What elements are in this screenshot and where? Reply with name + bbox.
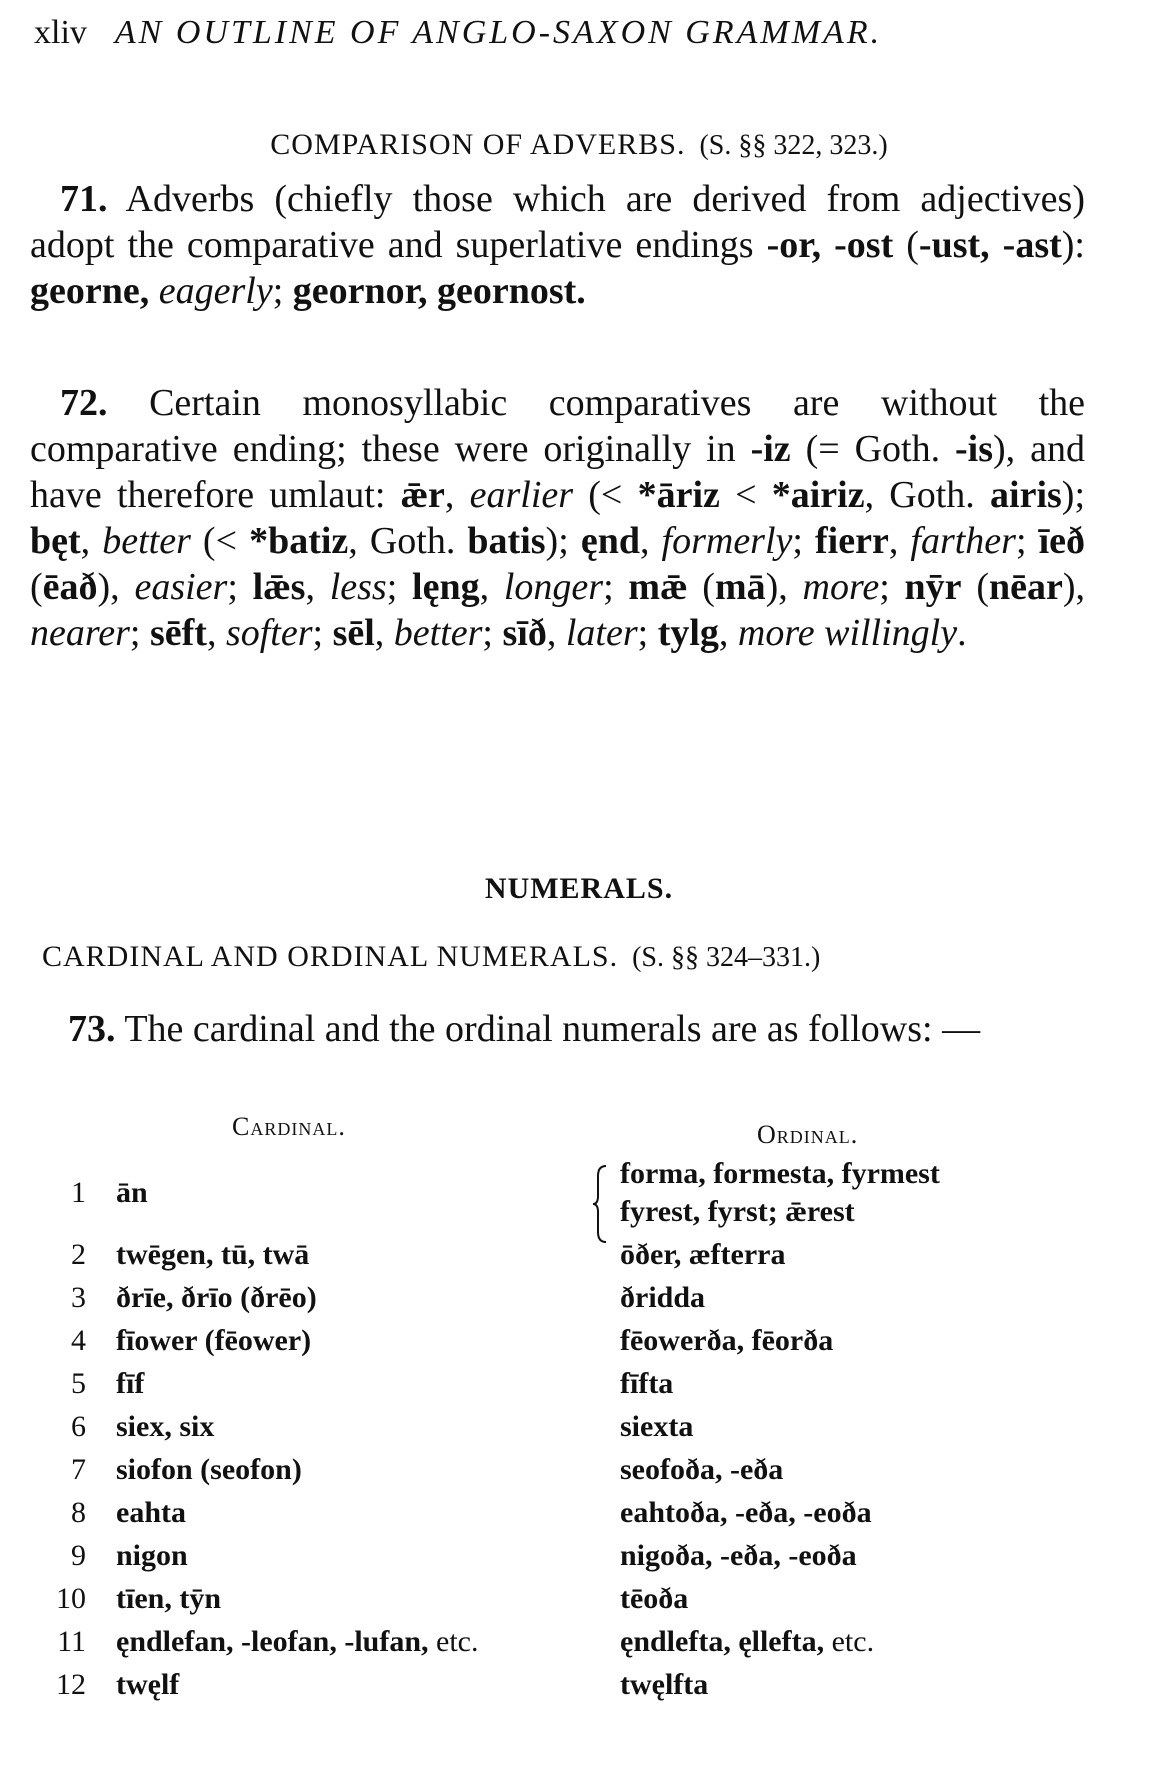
table-row <box>0 1195 1158 1237</box>
numeral: 6 <box>71 1410 86 1443</box>
text: , Goth. <box>864 474 991 516</box>
cardinal: twęlf <box>116 1668 180 1701</box>
subsection-title: CARDINAL AND ORDINAL NUMERALS. <box>42 940 619 973</box>
numeral: 9 <box>71 1539 86 1572</box>
text: ; <box>879 566 905 608</box>
form: ēað <box>42 566 98 608</box>
headword: lęng <box>412 566 480 608</box>
gloss: later <box>565 612 638 654</box>
cardinal: ān <box>116 1176 148 1209</box>
text: ; <box>792 520 816 562</box>
cardinal: ðrīe, ðrīo (ðrēo) <box>116 1281 317 1314</box>
gloss: better <box>102 520 191 562</box>
form: *airiz <box>771 474 865 516</box>
table-row <box>0 1625 1158 1667</box>
subsection-heading-cardinal-ordinal <box>42 940 820 974</box>
text: ; <box>129 612 150 654</box>
gloss: more <box>802 566 880 608</box>
table-row <box>0 1324 1158 1366</box>
headword: georne, <box>30 270 150 312</box>
headword: geornor, geornost. <box>292 270 586 312</box>
text: ), <box>765 566 803 608</box>
etc: etc. <box>428 1625 479 1658</box>
text: ); <box>545 520 581 562</box>
text: ; <box>386 566 413 608</box>
cardinal: twēgen, tū, twā <box>116 1238 310 1271</box>
cardinal: siofon (seofon) <box>116 1453 302 1486</box>
paragraph-71 <box>30 176 1085 314</box>
ordinal: forma, formesta, fyrmest <box>620 1157 940 1190</box>
ending: -ust, -ast <box>918 224 1062 266</box>
table-row <box>0 1157 1158 1199</box>
text: , Goth. <box>348 520 468 562</box>
cardinal: nigon <box>116 1539 188 1572</box>
paragraph-73 <box>30 1006 1085 1052</box>
text: . <box>957 612 967 654</box>
numeral: 7 <box>71 1453 86 1486</box>
text: ), and have therefore umlaut: <box>30 428 1085 516</box>
text: (< <box>573 474 638 516</box>
ordinal <box>620 1625 874 1659</box>
text: ( <box>893 224 919 266</box>
text: < <box>719 474 772 516</box>
column-header-cardinal: Cardinal. <box>232 1112 346 1141</box>
ordinal: seofoða, -eða <box>620 1453 784 1486</box>
table-row <box>0 1668 1158 1710</box>
text: , <box>888 520 911 562</box>
form: airis <box>990 474 1062 516</box>
section-reference: (S. §§ 322, 323.) <box>699 130 888 161</box>
numeral: 12 <box>56 1668 86 1701</box>
ordinal: siexta <box>620 1410 694 1443</box>
text: ): <box>1061 224 1085 266</box>
form: *āriz <box>637 474 720 516</box>
text: , <box>479 566 504 608</box>
section-heading-adverbs <box>0 128 1158 162</box>
paragraph-number: 71. <box>60 178 108 220</box>
paragraph-number: 73. <box>68 1008 116 1050</box>
text: (= Goth. <box>790 428 956 470</box>
gloss: better <box>393 612 483 654</box>
text: ( <box>30 566 43 608</box>
headword: bęt <box>30 520 81 562</box>
text: (< <box>190 520 250 562</box>
gloss: longer <box>503 566 604 608</box>
headword: īeð <box>1038 520 1086 562</box>
section-title: COMPARISON OF ADVERBS. <box>270 128 686 161</box>
subsection-reference: (S. §§ 324–331.) <box>632 942 821 973</box>
text: The cardinal and the ordinal numerals are as follows: — <box>115 1008 981 1050</box>
text: ; <box>227 566 253 608</box>
gloss: easier <box>134 566 228 608</box>
cardinal: siex, six <box>116 1410 215 1443</box>
form: mā <box>714 566 766 608</box>
headword: sīð <box>502 612 547 654</box>
headword: mǣ <box>628 566 688 608</box>
text: ; <box>603 566 629 608</box>
headword: sēft <box>149 612 207 654</box>
text: , <box>444 474 470 516</box>
ordinal: eahtoða, -eða, -eoða <box>620 1496 872 1529</box>
ordinal: tēoða <box>620 1582 689 1615</box>
cardinal: eahta <box>116 1496 186 1529</box>
headword: ǣr <box>400 474 445 516</box>
text: Adverbs (chiefly those which are derived from adjectives) adopt the comparative and superlative endings <box>30 178 1085 266</box>
gloss: nearer <box>30 612 130 654</box>
text: ; <box>312 612 333 654</box>
numeral: 5 <box>71 1367 86 1400</box>
paragraph-number: 72. <box>60 382 108 424</box>
text: ; <box>637 612 658 654</box>
gloss: farther <box>910 520 1016 562</box>
page-number: xliv <box>34 14 87 51</box>
column-header-ordinal: Ordinal. <box>757 1120 859 1149</box>
text: ), <box>97 566 135 608</box>
text: ); <box>1061 474 1086 516</box>
headword: sēl <box>332 612 375 654</box>
cardinal: fīower (fēower) <box>116 1324 312 1357</box>
numeral: 11 <box>57 1625 86 1658</box>
text: , <box>305 566 330 608</box>
text: ; <box>272 270 293 312</box>
table-row <box>0 1367 1158 1409</box>
paragraph-72 <box>30 380 1085 656</box>
running-head <box>34 14 882 52</box>
text: Certain monosyllabic comparatives are without the comparative ending; these were originally in <box>30 382 1085 470</box>
text: ( <box>961 566 989 608</box>
ending: -is <box>955 428 994 470</box>
text: ), <box>1062 566 1085 608</box>
cardinal <box>116 1625 478 1659</box>
ordinal: twęlfta <box>620 1668 709 1701</box>
numeral: 10 <box>56 1582 86 1615</box>
table-row <box>0 1453 1158 1495</box>
gloss: less <box>329 566 387 608</box>
text: , <box>639 520 662 562</box>
gloss: softer <box>225 612 313 654</box>
numeral: 1 <box>71 1176 86 1209</box>
book-title: AN OUTLINE OF ANGLO-SAXON GRAMMAR. <box>114 14 883 51</box>
ordinal: nigoða, -eða, -eoða <box>620 1539 857 1572</box>
gloss: more willingly <box>737 612 958 654</box>
table-row <box>0 1539 1158 1581</box>
text: , <box>374 612 394 654</box>
gloss: earlier <box>469 474 574 516</box>
ordinal-forms: ęndlefta, ęllefta, <box>620 1625 825 1658</box>
table-row <box>0 1496 1158 1538</box>
ordinal: ðridda <box>620 1281 706 1314</box>
text: , <box>206 612 226 654</box>
ordinal: ōðer, æfterra <box>620 1238 786 1271</box>
text: ( <box>687 566 715 608</box>
ordinal: fīfta <box>620 1367 674 1400</box>
table-row <box>0 1238 1158 1280</box>
text: ; <box>482 612 503 654</box>
gloss: eagerly <box>149 270 273 312</box>
form: nēar <box>988 566 1063 608</box>
ordinal: fyrest, fyrst; ǣrest <box>620 1195 855 1228</box>
ending: -iz <box>750 428 791 470</box>
cardinal: fīf <box>116 1367 145 1400</box>
form: batis <box>467 520 546 562</box>
form: *batiz <box>249 520 349 562</box>
headword: nȳr <box>904 566 962 608</box>
headword: lǣs <box>252 566 306 608</box>
numeral: 8 <box>71 1496 86 1529</box>
section-heading-numerals: NUMERALS. <box>484 872 674 905</box>
numeral: 4 <box>71 1324 86 1357</box>
text: , <box>80 520 103 562</box>
table-row <box>0 1281 1158 1323</box>
text: ; <box>1015 520 1039 562</box>
headword: tylg <box>657 612 719 654</box>
gloss: formerly <box>661 520 793 562</box>
table-row <box>0 1582 1158 1624</box>
ending: -or, -ost <box>766 224 894 266</box>
numeral: 2 <box>71 1238 86 1271</box>
headword: fierr <box>815 520 889 562</box>
etc: etc. <box>824 1625 875 1658</box>
headword: ęnd <box>580 520 640 562</box>
numeral: 3 <box>71 1281 86 1314</box>
ordinal: fēowerða, fēorða <box>620 1324 834 1357</box>
cardinal-forms: ęndlefan, -leofan, -lufan, <box>116 1625 429 1658</box>
cardinal: tīen, tȳn <box>116 1582 221 1615</box>
text: , <box>546 612 566 654</box>
table-row <box>0 1410 1158 1452</box>
text: , <box>718 612 738 654</box>
